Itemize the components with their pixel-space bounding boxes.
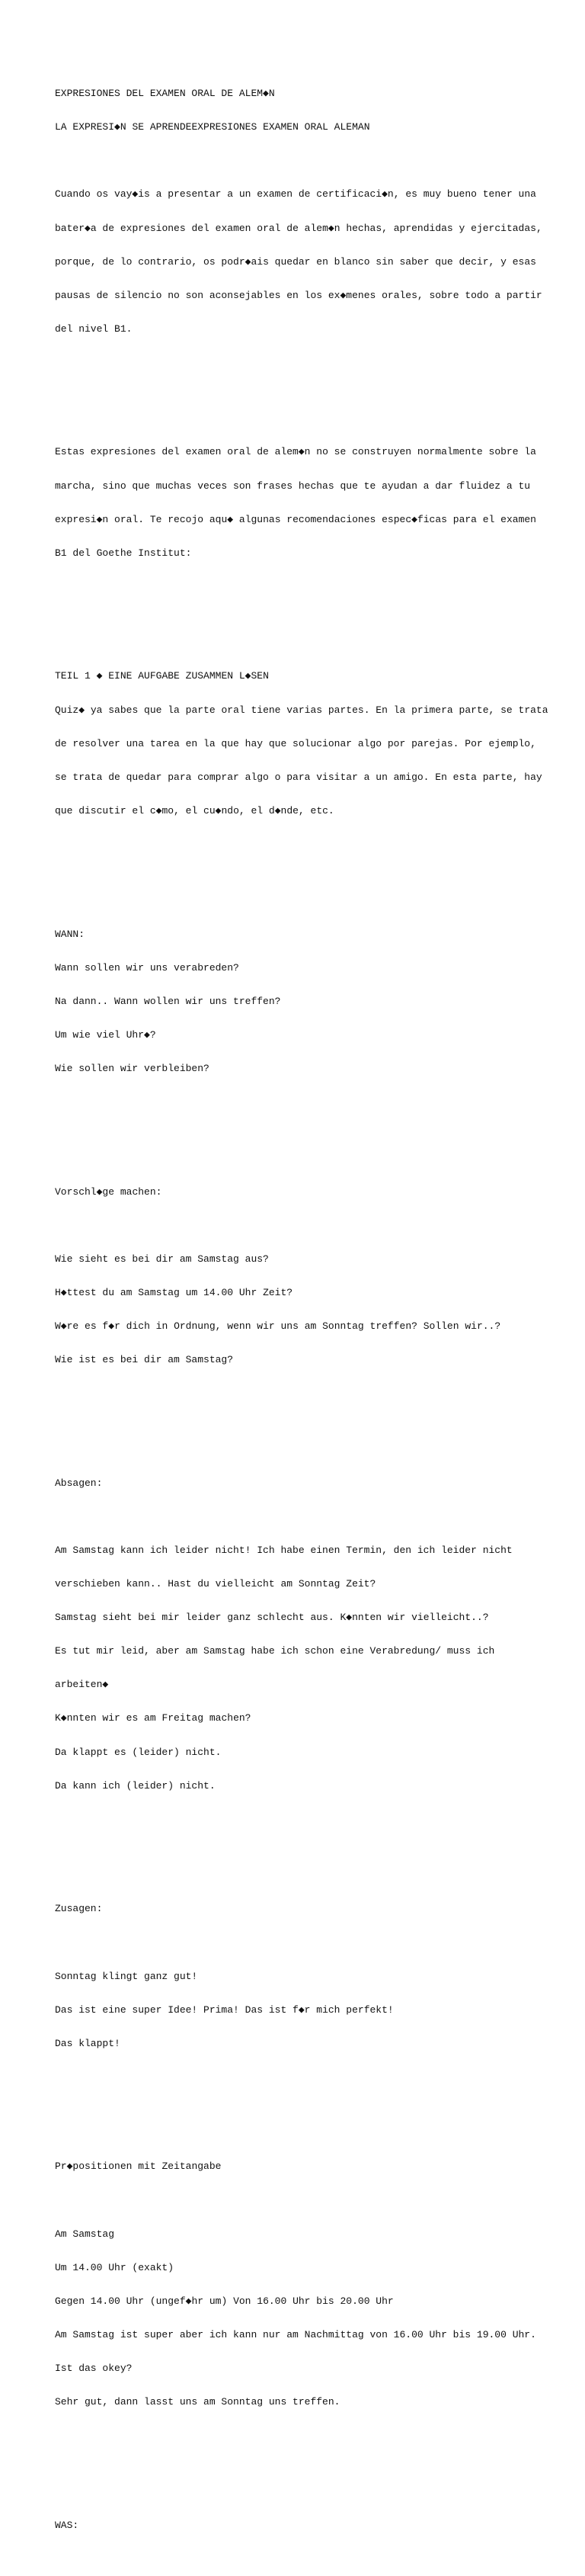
- spacer: [55, 1119, 542, 1131]
- spacer: [55, 861, 542, 873]
- spacer: [55, 2094, 542, 2106]
- praepositionen-heading: Pr◆positionen mit Zeitangabe: [55, 2161, 222, 2173]
- vorschlaege-heading: Vorschl◆ge machen:: [55, 1185, 162, 1198]
- zusagen-heading: Zusagen:: [55, 1903, 103, 1915]
- was-section: [55, 2497, 542, 2554]
- teil1-line: Quiz◆ ya sabes que la parte oral tiene varias partes. En la primera parte, se trata: [55, 704, 548, 716]
- spacer: [55, 1411, 542, 1423]
- was-heading: WAS:: [55, 2519, 79, 2531]
- intro-line: pausas de silencio no son aconsejables en los ex◆menes orales, sobre todo a partir: [55, 289, 542, 301]
- intro-line: del nivel B1.: [55, 322, 133, 335]
- document-page: [55, 55, 548, 2576]
- praepositionen-section: [55, 2139, 542, 2430]
- intro-line: porque, de lo contrario, os podr◆ais quedar en blanco sin saber que decir, y esas: [55, 255, 536, 268]
- zusagen-line: Das ist eine super Idee! Prima! Das ist f◆r mich perfekt!: [55, 2003, 394, 2016]
- document-title: EXPRESIONES DEL EXAMEN ORAL DE ALEM◆N: [55, 88, 275, 100]
- spacer: [55, 1221, 542, 1232]
- spacer: [55, 1837, 542, 1848]
- vorschlaege-section: [55, 1164, 542, 1388]
- absagen-section: [55, 1455, 542, 1814]
- wann-line: Um wie viel Uhr◆?: [55, 1028, 156, 1041]
- praepositionen-line: Am Samstag ist super aber ich kann nur am Nachmittag von 16.00 Uhr bis 19.00 Uhr.: [55, 2328, 536, 2340]
- wann-line: Wann sollen wir uns verabreden?: [55, 961, 239, 974]
- wann-line: Na dann.. Wann wollen wir uns treffen?: [55, 995, 281, 1007]
- intro-line: expresi◆n oral. Te recojo aqu◆ algunas recomendaciones espec◆ficas para el examen: [55, 513, 536, 525]
- absagen-line: Es tut mir leid, aber am Samstag habe ich schon eine Verabredung/ muss ich: [55, 1645, 495, 1657]
- absagen-line: verschieben kann.. Hast du vielleicht am Sonntag Zeit?: [55, 1578, 376, 1590]
- praepositionen-line: Ist das okey?: [55, 2362, 133, 2374]
- absagen-line: arbeiten◆: [55, 1679, 109, 1691]
- praepositionen-line: Gegen 14.00 Uhr (ungef◆hr um) Von 16.00 Uhr bis 20.00 Uhr: [55, 2295, 394, 2307]
- absagen-heading: Absagen:: [55, 1477, 103, 1489]
- wann-section: [55, 906, 542, 1097]
- intro-line: marcha, sino que muchas veces son frases hechas que te ayudan a dar fluidez a tu: [55, 480, 531, 492]
- spacer: [55, 1937, 542, 1949]
- vorschlaege-line: W◆re es f◆r dich in Ordnung, wenn wir uns am Sonntag treffen? Sollen wir..?: [55, 1320, 501, 1332]
- praepositionen-line: Am Samstag: [55, 2228, 115, 2240]
- intro-line: Cuando os vay◆is a presentar a un examen de certificaci◆n, es muy bueno tener una: [55, 188, 536, 200]
- spacer: [55, 2453, 542, 2465]
- absagen-line: K◆nnten wir es am Freitag machen?: [55, 1712, 251, 1724]
- intro-line: Estas expresiones del examen oral de alem◆n no se construyen normalmente sobre la: [55, 446, 536, 458]
- document-subtitle: LA EXPRESI◆N SE APRENDEEXPRESIONES EXAMEN ORAL ALEMAN: [55, 121, 370, 133]
- praepositionen-line: Um 14.00 Uhr (exakt): [55, 2261, 174, 2273]
- wann-heading: WANN:: [55, 928, 85, 940]
- absagen-line: Samstag sieht bei mir leider ganz schlecht aus. K◆nnten wir vielleicht..?: [55, 1612, 489, 1624]
- intro-line: bater◆a de expresiones del examen oral de alem◆n hechas, aprendidas y ejercitadas,: [55, 222, 542, 234]
- vorschlaege-line: Wie ist es bei dir am Samstag?: [55, 1354, 234, 1366]
- zusagen-line: Das klappt!: [55, 2037, 120, 2049]
- wann-line: Wie sollen wir verbleiben?: [55, 1062, 209, 1074]
- absagen-line: Da klappt es (leider) nicht.: [55, 1746, 222, 1758]
- vorschlaege-line: Wie sieht es bei dir am Samstag aus?: [55, 1253, 269, 1265]
- praepositionen-line: Sehr gut, dann lasst uns am Sonntag uns treffen.: [55, 2396, 340, 2408]
- teil1-line: de resolver una tarea en la que hay que solucionar algo por parejas. Por ejemplo,: [55, 737, 536, 749]
- spacer: [55, 2196, 542, 2207]
- absagen-line: Am Samstag kann ich leider nicht! Ich habe einen Termin, den ich leider nicht: [55, 1544, 513, 1556]
- intro-line: B1 del Goethe Institut:: [55, 547, 192, 559]
- spacer: [55, 604, 542, 615]
- vorschlaege-line: H◆ttest du am Samstag um 14.00 Uhr Zeit?: [55, 1286, 293, 1298]
- teil1-line: que discutir el c◆mo, el cu◆ndo, el d◆nde, etc.: [55, 804, 334, 816]
- spacer: [55, 1512, 542, 1523]
- teil1-line: se trata de quedar para comprar algo o para visitar a un amigo. En esta parte, hay: [55, 771, 542, 783]
- absagen-line: Da kann ich (leider) nicht.: [55, 1779, 216, 1792]
- teil1-heading: TEIL 1 ◆ EINE AUFGABE ZUSAMMEN L◆SEN: [55, 670, 269, 682]
- teil1-section: [55, 649, 548, 839]
- zusagen-section: [55, 1881, 542, 2072]
- spacer: [55, 380, 542, 391]
- zusagen-line: Sonntag klingt ganz gut!: [55, 1970, 198, 1982]
- intro-paragraph: [55, 167, 542, 358]
- intro-paragraph-2: [55, 425, 542, 582]
